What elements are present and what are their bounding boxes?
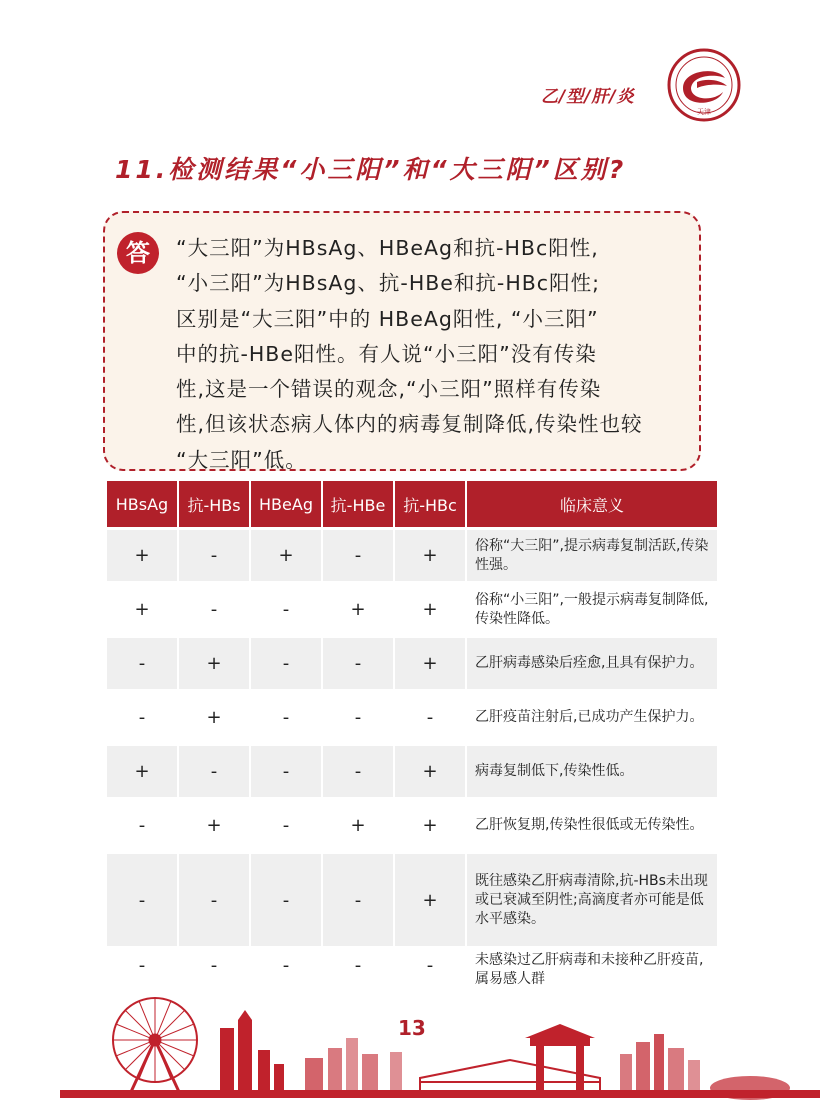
table-cell: + xyxy=(206,815,222,836)
meaning-cell: 病毒复制低下,传染性低。 xyxy=(467,746,717,797)
table-cell: - xyxy=(107,638,177,689)
table-cell: + xyxy=(206,707,222,728)
table-cell: - xyxy=(179,854,249,946)
table-row xyxy=(107,530,717,581)
table-cell: + xyxy=(134,599,150,620)
table-cell: - xyxy=(323,530,393,581)
table-cell: + xyxy=(179,638,249,689)
header-meaning: 临床意义 xyxy=(467,481,717,527)
table-cell: - xyxy=(282,815,290,836)
meaning-cell: 乙肝病毒感染后痊愈,且具有保护力。 xyxy=(467,638,717,689)
answer-line: “小三阳”为HBsAg、抗-HBe和抗-HBc阳性; xyxy=(176,271,600,296)
page-title: 11.检测结果“小三阳”和“大三阳”区别? xyxy=(115,155,627,184)
table-cell: + xyxy=(107,530,177,581)
table-row xyxy=(107,638,717,689)
table-cell: - xyxy=(323,746,393,797)
table-cell: + xyxy=(395,638,465,689)
answer-line: 中的抗-HBe阳性。有人说“小三阳”没有传染 xyxy=(176,341,597,366)
table-cell: + xyxy=(107,746,177,797)
table-cell: - xyxy=(179,746,249,797)
table-cell: + xyxy=(395,854,465,946)
meaning-cell: 乙肝恢复期,传染性很低或无传染性。 xyxy=(475,817,704,833)
table-cell: - xyxy=(107,854,177,946)
table-cell: - xyxy=(323,854,393,946)
meaning-cell: 未感染过乙肝病毒和未接种乙肝疫苗,属易感人群 xyxy=(475,952,704,987)
answer-line: 性,但该状态病人体内的病毒复制降低,传染性也较 xyxy=(176,412,643,437)
table-cell: - xyxy=(426,707,434,728)
answer-line: “大三阳”为HBsAg、HBeAg和抗-HBc阳性, xyxy=(176,236,599,260)
table-row xyxy=(107,692,717,743)
table-row xyxy=(107,800,717,851)
meaning-cell: 俗称“小三阳”,一般提示病毒复制降低,传染性降低。 xyxy=(475,591,709,627)
meaning-cell: 乙肝疫苗注射后,已成功产生保护力。 xyxy=(475,709,704,725)
table-row xyxy=(107,746,717,797)
table-cell: - xyxy=(179,530,249,581)
answer-line: 性,这是一个错误的观念,“小三阳”照样有传染 xyxy=(176,377,602,402)
table-cell: + xyxy=(395,530,465,581)
table-row xyxy=(107,854,717,946)
meaning-cell: 既往感染乙肝病毒清除,抗-HBs未出现或已衰减至阴性;高滴度者亦可能是低水平感染。 xyxy=(467,854,717,946)
table-cell: - xyxy=(210,955,218,976)
table-cell: - xyxy=(251,638,321,689)
table-cell: + xyxy=(251,530,321,581)
header-hbsag: HBsAg xyxy=(107,481,177,527)
table-cell: - xyxy=(138,707,146,728)
table-cell: + xyxy=(350,599,366,620)
answer-line: 区别是“大三阳”中的 HBeAg阳性, “小三阳” xyxy=(176,306,599,331)
table-cell: - xyxy=(251,854,321,946)
table-cell: - xyxy=(282,707,290,728)
header-hbeag: HBeAg xyxy=(251,481,321,527)
table-cell: + xyxy=(422,599,438,620)
table-cell: - xyxy=(251,746,321,797)
header-anti-hbc: 抗-HBc xyxy=(395,481,465,527)
answer-line: “大三阳”低。 xyxy=(176,447,307,472)
table-cell: - xyxy=(426,955,434,976)
meaning-cell: 俗称“大三阳”,提示病毒复制活跃,传染性强。 xyxy=(467,530,717,581)
results-table xyxy=(105,478,719,1002)
table-cell: - xyxy=(323,638,393,689)
table-cell: - xyxy=(282,599,290,620)
table-cell: + xyxy=(395,746,465,797)
table-cell: - xyxy=(138,815,146,836)
table-header-row xyxy=(107,481,717,527)
table-row xyxy=(107,584,717,635)
table-cell: - xyxy=(210,599,218,620)
logo-text: 天津 xyxy=(697,108,711,116)
table-cell: - xyxy=(138,955,146,976)
table-cell: + xyxy=(422,815,438,836)
header-anti-hbs: 抗-HBs xyxy=(179,481,249,527)
city-skyline-illustration xyxy=(60,990,820,1100)
page-number: 13 xyxy=(398,1016,426,1040)
answer-text xyxy=(176,231,691,478)
table-cell: + xyxy=(350,815,366,836)
header-anti-hbe: 抗-HBe xyxy=(323,481,393,527)
logo-icon xyxy=(667,48,741,122)
header-brand: 乙/型/肝/炎 xyxy=(541,87,635,107)
answer-badge: 答 xyxy=(117,232,159,274)
table-cell: - xyxy=(282,955,290,976)
table-cell: - xyxy=(354,707,362,728)
table-cell: - xyxy=(354,955,362,976)
